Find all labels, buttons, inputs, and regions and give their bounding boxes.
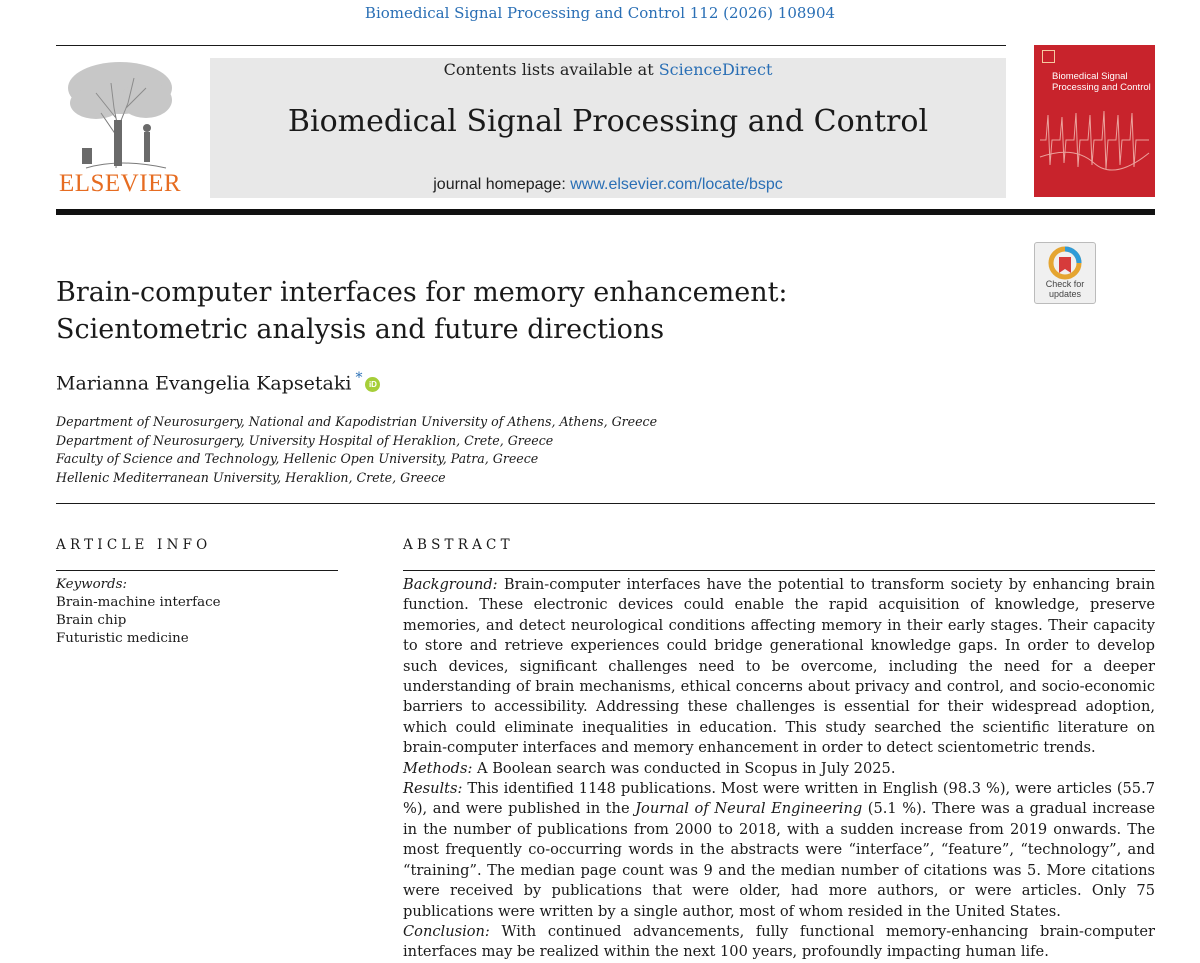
tree-logo-icon <box>56 58 184 170</box>
affiliation: Faculty of Science and Technology, Hellenic Open University, Patra, Greece <box>56 451 539 466</box>
journal-citation[interactable]: Biomedical Signal Processing and Control 112 (2026) 108904 <box>364 4 836 22</box>
author-line <box>56 370 380 394</box>
journal-cover[interactable] <box>1034 45 1155 197</box>
publisher-wordmark: ELSEVIER <box>58 170 182 197</box>
keywords-label: Keywords: <box>56 577 128 592</box>
journal-homepage-link[interactable]: www.elsevier.com/locate/bspc <box>570 176 783 193</box>
abstract-methods <box>403 759 1155 779</box>
affiliations <box>56 413 657 487</box>
sciencedirect-link[interactable]: ScienceDirect <box>658 60 773 79</box>
conclusion-label: Conclusion: <box>403 922 490 940</box>
journal-header <box>210 58 1006 198</box>
homepage-line <box>210 176 1006 194</box>
section-divider <box>56 503 1155 504</box>
crossmark-icon <box>1035 245 1095 281</box>
journal-title[interactable]: Biomedical Signal Processing and Control <box>287 104 929 139</box>
affiliation: Department of Neurosurgery, National and Kapodistrian University of Athens, Athens, Greece <box>56 414 658 429</box>
conclusion-text: With continued advancements, fully functional memory-enhancing brain-computer interfaces may be realized within the next 100 years, profoundly impacting human life. <box>403 922 1156 961</box>
corresponding-author-mark[interactable]: * <box>355 370 363 386</box>
author-name[interactable]: Marianna Evangelia Kapsetaki <box>56 372 352 395</box>
abstract-heading: ABSTRACT <box>403 537 514 553</box>
top-divider <box>56 45 1006 46</box>
header-divider <box>56 209 1155 215</box>
affiliation: Department of Neurosurgery, University Hospital of Heraklion, Crete, Greece <box>56 432 554 448</box>
article-title: Brain-computer interfaces for memory enhancement: Scientometric analysis and future directions <box>56 277 788 345</box>
contents-prefix: Contents lists available at <box>443 60 659 79</box>
orcid-icon[interactable]: iD <box>365 377 380 392</box>
check-for-updates-label: Check for updates <box>1045 279 1085 299</box>
results-text-cont: (5.1 %). There was a gradual increase in the number of publications from 2000 to 2018, with a sudden increase from 2019 onwards. The most frequently co-occurring words in the abstracts were “interface”, “feature”, “technology”, and “training”. The median page count was 9 and the median number of citations was 5. More citations were received by publications that were older, had more authors, or were articles. Only 75 publications were written by a single author, most of whom resided in the United States. <box>403 800 1156 920</box>
keywords-block <box>56 576 221 648</box>
background-label: Background: <box>403 576 498 593</box>
article-info-divider <box>56 570 338 571</box>
keyword: Brain chip <box>56 613 127 628</box>
keyword: Futuristic medicine <box>56 631 189 646</box>
background-text: Brain-computer interfaces have the potential to transform society by enhancing brain function. These electronic devices could enable the rapid acquisition of knowledge, preserve memories, and detect neurological conditions affecting memory in their early stages. Their capacity to store and retrieve experiences could bridge generational knowledge gaps. In order to develop such devices, significant challenges need to be overcome, including the need for a deeper understanding of brain mechanisms, ethical concerns about privacy and control, and socio-economic barriers to accessibility. Addressing these challenges is essential for their widespread adoption, which could eliminate inequalities in education. This study searched the scientific literature on brain-computer interfaces and memory enhancement in order to detect scientometric trends. <box>403 576 1156 757</box>
article-info-heading: ARTICLE INFO <box>56 537 212 553</box>
cover-title: Biomedical Signal Processing and Control <box>1052 71 1151 93</box>
abstract-results <box>403 779 1155 922</box>
homepage-prefix: journal homepage: <box>433 176 571 193</box>
methods-label: Methods: <box>403 759 473 777</box>
results-text: This identified 1148 publications. Most were written in English (98.3 %), were articles (55.7 %), and were published in the <box>403 780 1156 818</box>
abstract-body <box>403 575 1155 963</box>
results-journal-name: Journal of Neural Engineering <box>635 800 863 818</box>
abstract-conclusion <box>403 922 1155 963</box>
affiliation: Hellenic Mediterranean University, Heraklion, Crete, Greece <box>56 469 446 485</box>
cover-waveform-icon <box>1034 45 1155 197</box>
results-label: Results: <box>403 780 463 798</box>
abstract-divider <box>403 570 1155 571</box>
publisher-logo[interactable] <box>56 58 184 198</box>
abstract-background <box>403 575 1155 759</box>
methods-text: A Boolean search was conducted in Scopus in July 2025. <box>477 759 896 777</box>
check-for-updates-badge[interactable] <box>1034 242 1096 304</box>
keyword: Brain-machine interface <box>56 595 221 610</box>
contents-line <box>210 60 1006 79</box>
